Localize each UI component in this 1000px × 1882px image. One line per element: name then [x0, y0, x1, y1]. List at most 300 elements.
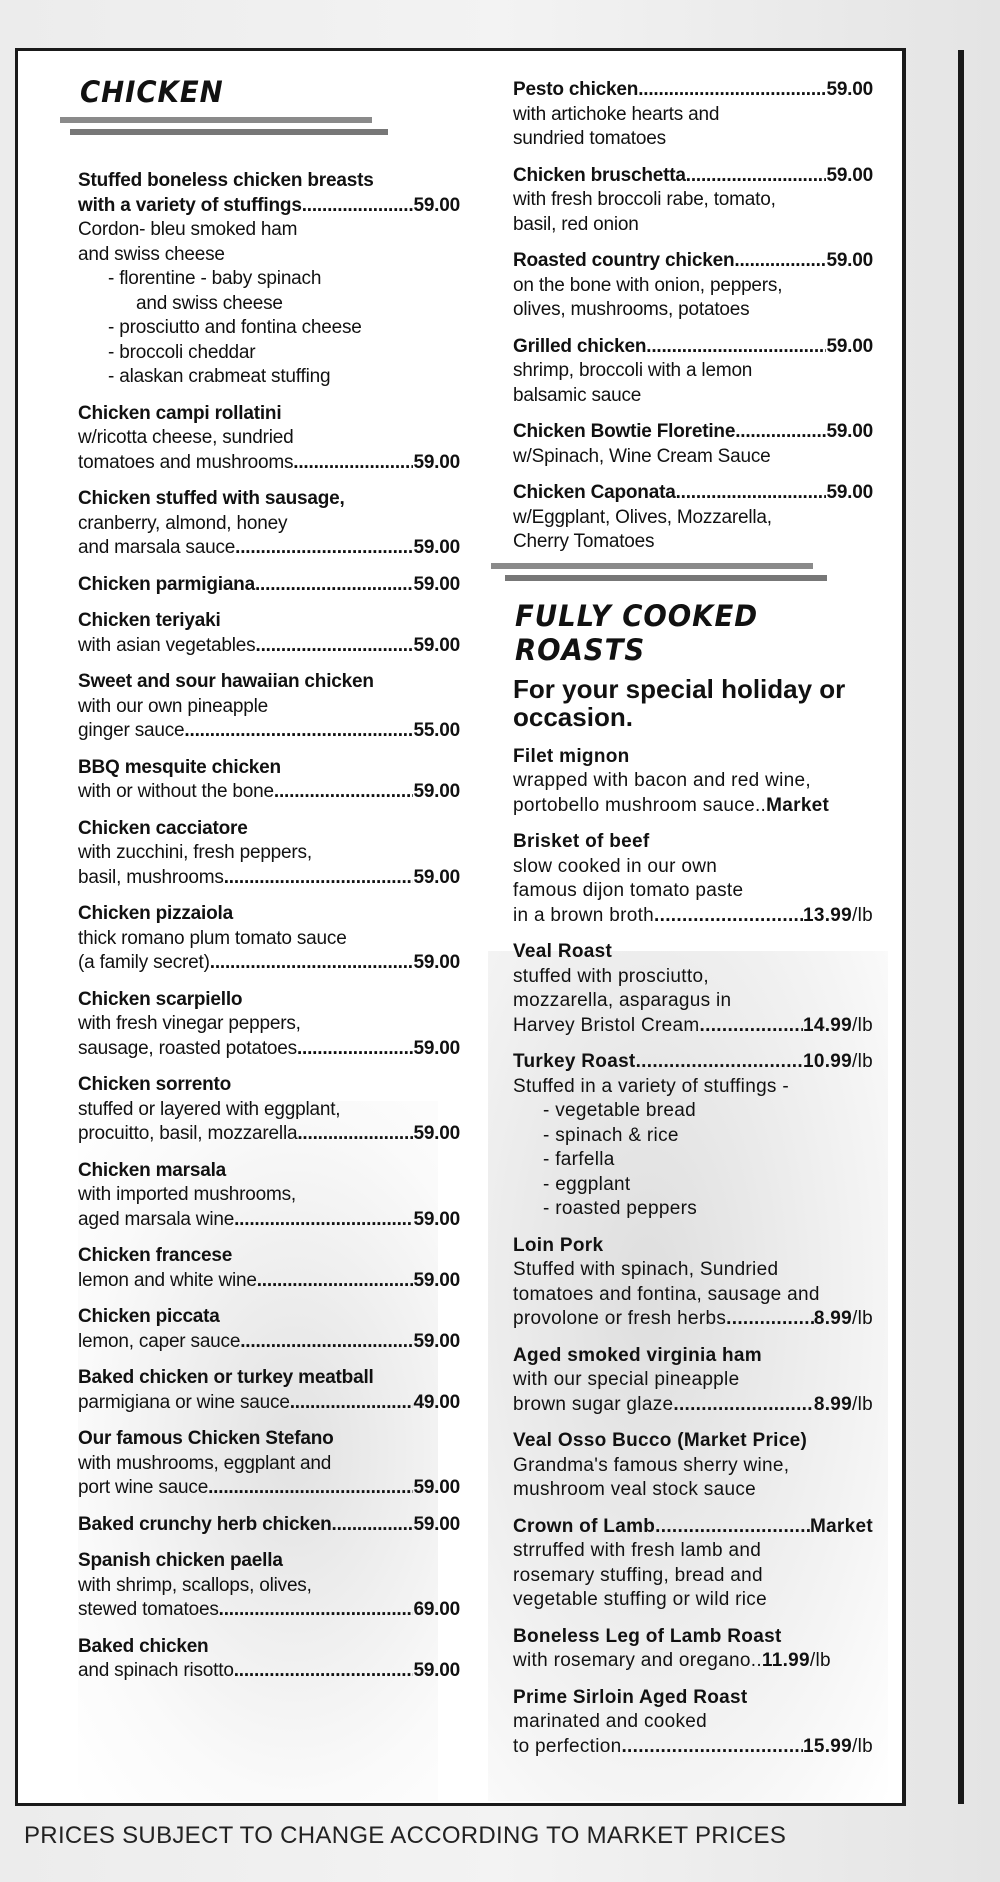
item-description-line	[513, 1099, 873, 1124]
item-description-line	[513, 1014, 873, 1039]
item-price: Market	[766, 794, 830, 816]
dot-leader	[255, 634, 413, 659]
item-text: lemon and white wine	[78, 1269, 257, 1291]
item-name-line	[78, 1159, 460, 1184]
item-name-line	[513, 420, 873, 445]
menu-item	[513, 1344, 873, 1418]
dot-leader	[255, 573, 413, 598]
item-name-line	[78, 670, 460, 695]
item-price: 59.00	[413, 952, 460, 973]
item-description-line	[78, 218, 460, 243]
item-text: Chicken parmigiana	[78, 573, 255, 595]
dot-leader	[726, 1307, 814, 1332]
item-price: 55.00	[413, 720, 460, 741]
item-text: Cherry Tomatoes	[513, 531, 655, 552]
item-description-line	[78, 1598, 460, 1623]
item-price: 59.00	[826, 79, 873, 100]
dot-leader	[700, 1014, 803, 1039]
item-text: to perfection	[513, 1735, 622, 1757]
item-description-line	[513, 965, 873, 990]
item-name-line	[78, 573, 460, 598]
item-text: Chicken scarpiello	[78, 988, 243, 1010]
dot-leader	[274, 780, 414, 805]
item-price: 59.00	[826, 421, 873, 442]
item-text: - roasted peppers	[543, 1198, 698, 1219]
item-description-line	[513, 1173, 873, 1198]
item-text: Veal Roast	[513, 941, 613, 962]
item-text: Aged smoked virginia ham	[513, 1344, 762, 1366]
item-text: Harvey Bristol Cream	[513, 1014, 700, 1036]
item-description-line	[78, 341, 460, 366]
item-text: with mushrooms, eggplant and	[78, 1452, 332, 1474]
item-text: shrimp, broccoli with a lemon	[513, 360, 753, 381]
item-description-line	[78, 866, 460, 891]
price-unit: /lb	[852, 1308, 873, 1329]
item-name-line	[78, 609, 460, 634]
dot-leader	[297, 1122, 413, 1147]
item-description-line	[78, 1659, 460, 1684]
item-price: 59.00	[413, 1037, 460, 1059]
item-name-line	[78, 169, 460, 194]
item-description-line	[78, 695, 460, 720]
item-text: w/ricotta cheese, sundried	[78, 427, 294, 448]
dot-leader	[686, 164, 827, 189]
menu-item	[513, 940, 873, 1038]
item-text: - prosciutto and fontina cheese	[108, 317, 362, 338]
item-price: 59.00	[413, 1477, 460, 1498]
item-text: ginger sauce	[78, 720, 185, 741]
dot-leader	[290, 1391, 414, 1416]
item-price: 8.99	[813, 1393, 853, 1415]
item-description-line	[513, 1197, 873, 1222]
item-description-line	[513, 127, 873, 152]
item-price: 59.00	[413, 1208, 460, 1230]
item-text: stuffed with prosciutto,	[513, 965, 709, 987]
item-text: stewed tomatoes	[78, 1599, 219, 1620]
dot-leader	[676, 481, 827, 506]
item-description-line	[78, 194, 460, 219]
dot-leader	[224, 866, 414, 891]
item-text: Pesto chicken	[513, 79, 639, 100]
item-text: balsamic sauce	[513, 384, 642, 406]
item-text: sausage, roasted potatoes	[78, 1037, 297, 1059]
item-description-line	[78, 927, 460, 952]
item-name-line	[78, 988, 460, 1013]
item-text: - vegetable bread	[543, 1100, 696, 1121]
dot-leader	[673, 1393, 813, 1418]
menu-item	[513, 1686, 873, 1760]
item-name-line	[78, 1244, 460, 1269]
item-text: Chicken sorrento	[78, 1074, 232, 1095]
item-description-line	[78, 512, 460, 537]
price-unit: /lb	[852, 1393, 873, 1415]
item-price: 8.99	[813, 1308, 853, 1329]
footer-note: PRICES SUBJECT TO CHANGE ACCORDING TO MARKET PRICES	[24, 1822, 787, 1849]
dot-leader	[735, 420, 826, 445]
chicken-left-list	[78, 169, 460, 1684]
item-text: Chicken Caponata	[513, 482, 676, 503]
item-text: Veal Osso Bucco (Market Price)	[513, 1430, 808, 1451]
item-description-line	[513, 274, 873, 299]
dot-leader	[219, 1598, 414, 1623]
item-text: Chicken cacciatore	[78, 817, 248, 839]
item-text: w/Eggplant, Olives, Mozzarella,	[513, 506, 772, 528]
item-name-line	[513, 1050, 873, 1075]
item-description-line	[78, 1574, 460, 1599]
menu-item	[78, 988, 460, 1062]
item-text: basil, red onion	[513, 213, 639, 235]
item-name-line	[78, 902, 460, 927]
heading-divider	[78, 117, 460, 147]
menu-item	[78, 609, 460, 658]
dot-leader	[638, 78, 826, 103]
menu-item	[513, 78, 873, 152]
menu-item	[513, 1625, 873, 1674]
item-text: Cordon- bleu smoked ham	[78, 219, 298, 240]
item-text: and spinach risotto	[78, 1660, 234, 1681]
item-text: basil, mushrooms	[78, 866, 224, 888]
item-text: Baked crunchy herb chicken	[78, 1513, 332, 1535]
item-price: 15.99	[802, 1735, 853, 1757]
item-description-line	[513, 1124, 873, 1149]
item-price: 14.99	[802, 1014, 853, 1036]
item-text: with artichoke hearts and	[513, 103, 720, 125]
item-text: and swiss cheese	[136, 292, 283, 314]
dot-leader	[646, 335, 826, 360]
dot-leader	[636, 1050, 803, 1075]
item-text: - alaskan crabmeat stuffing	[108, 366, 331, 387]
item-description-line	[513, 445, 873, 470]
item-description-line	[513, 1368, 873, 1393]
item-text: w/Spinach, Wine Cream Sauce	[513, 445, 771, 467]
item-text: Chicken Bowtie Floretine	[513, 421, 736, 442]
item-description-line	[513, 1649, 873, 1674]
item-text: procuitto, basil, mozzarella	[78, 1123, 298, 1144]
item-name-line	[78, 1305, 460, 1330]
item-description-line	[513, 794, 873, 819]
dot-leader	[184, 719, 413, 744]
dot-leader	[621, 1735, 803, 1760]
item-text: in a brown broth	[513, 904, 655, 926]
item-name-line	[513, 1344, 873, 1369]
item-text: Stuffed in a variety of stuffings -	[513, 1075, 789, 1097]
dot-leader	[234, 1659, 414, 1684]
dot-leader	[240, 1330, 413, 1355]
item-description-line	[78, 841, 460, 866]
menu-item	[78, 1305, 460, 1354]
item-description-line	[513, 213, 873, 238]
item-text: Chicken marsala	[78, 1159, 227, 1181]
item-text: with asian vegetables	[78, 634, 256, 656]
item-text: Our famous Chicken Stefano	[78, 1428, 334, 1449]
item-name-line	[513, 1429, 873, 1454]
item-text: - farfella	[543, 1149, 615, 1170]
dot-leader	[234, 1208, 413, 1233]
item-text: with zucchini, fresh peppers,	[78, 842, 312, 863]
item-description-line	[513, 1478, 873, 1503]
item-price: 59.00	[413, 537, 460, 558]
item-name-line	[78, 1635, 460, 1660]
roasts-heading: FULLY COOKED ROASTS	[515, 598, 759, 667]
item-price: 59.00	[413, 194, 460, 216]
item-description-line	[513, 879, 873, 904]
item-price: 59.00	[413, 866, 460, 888]
item-text: mushroom veal stock sauce	[513, 1479, 756, 1500]
dot-leader	[297, 1037, 414, 1062]
item-description-line	[78, 1183, 460, 1208]
item-description-line	[513, 1148, 873, 1173]
item-name-line	[78, 487, 460, 512]
item-text: stuffed or layered with eggplant,	[78, 1098, 341, 1120]
item-description-line	[513, 530, 873, 555]
item-price: 49.00	[413, 1391, 460, 1413]
item-name-line	[513, 1625, 873, 1650]
item-description-line	[78, 426, 460, 451]
item-name-line	[78, 1427, 460, 1452]
item-text: - eggplant	[543, 1173, 631, 1195]
item-text: Boneless Leg of Lamb Roast	[513, 1625, 782, 1647]
item-text: with our own pineapple	[78, 695, 268, 717]
dot-leader	[302, 194, 414, 219]
item-text: marinated and cooked	[513, 1711, 708, 1732]
item-price: 59.00	[826, 250, 873, 271]
dot-leader	[235, 536, 413, 561]
item-text: parmigiana or wine sauce	[78, 1391, 290, 1413]
item-name-line	[78, 1366, 460, 1391]
item-text: famous dijon tomato paste	[513, 880, 744, 901]
item-text: slow cooked in our own	[513, 855, 718, 877]
menu-item	[78, 573, 460, 598]
item-price: 59.00	[413, 634, 460, 656]
menu-item	[78, 1159, 460, 1233]
price-unit: /lb	[852, 904, 873, 926]
menu-item	[513, 249, 873, 323]
item-text: - florentine - baby spinach	[108, 268, 322, 289]
item-description-line	[78, 1208, 460, 1233]
item-text: cranberry, almond, honey	[78, 512, 288, 534]
item-text: Crown of Lamb	[513, 1515, 656, 1537]
item-text: provolone or fresh herbs	[513, 1308, 727, 1329]
item-name-line	[513, 745, 873, 770]
item-text: Filet mignon	[513, 745, 630, 767]
menu-item	[513, 1050, 873, 1222]
item-description-line	[78, 1330, 460, 1355]
item-name-line	[513, 481, 873, 506]
roasts-tagline: For your special holiday or occasion.	[513, 673, 846, 732]
menu-item	[78, 1366, 460, 1415]
item-text: Chicken piccata	[78, 1306, 220, 1327]
item-text: Brisket of beef	[513, 831, 650, 852]
item-text: Chicken francese	[78, 1245, 233, 1266]
item-description-line	[78, 1391, 460, 1416]
menu-item	[78, 169, 460, 390]
item-text: - spinach & rice	[543, 1124, 679, 1146]
item-text: strruffed with fresh lamb and	[513, 1540, 762, 1561]
item-name-line	[78, 1549, 460, 1574]
item-description-line	[78, 316, 460, 341]
item-text: with fresh broccoli rabe, tomato,	[513, 189, 776, 210]
item-text: aged marsala wine	[78, 1208, 235, 1230]
item-text: thick romano plum tomato sauce	[78, 927, 347, 949]
dot-leader	[208, 1476, 413, 1501]
item-text: Chicken bruschetta	[513, 164, 686, 186]
item-price: 59.00	[826, 335, 873, 357]
item-text: Grandma's famous sherry wine,	[513, 1454, 790, 1476]
price-unit: /lb	[852, 1014, 873, 1036]
item-text: and marsala sauce	[78, 537, 236, 558]
item-description-line	[513, 506, 873, 531]
menu-item	[78, 902, 460, 976]
item-price: 59.00	[413, 1513, 460, 1535]
section-divider	[513, 563, 873, 585]
price-unit: /lb	[809, 1650, 831, 1671]
price-unit: /lb	[852, 1735, 873, 1757]
right-border-line	[958, 50, 964, 1804]
item-text: Loin Pork	[513, 1234, 604, 1256]
item-name-line	[513, 1234, 873, 1259]
item-description-line	[78, 1012, 460, 1037]
item-description-line	[513, 1393, 873, 1418]
item-description-line	[513, 1588, 873, 1613]
dot-leader	[293, 451, 413, 476]
menu-item	[513, 830, 873, 928]
item-name-line	[513, 940, 873, 965]
item-description-line	[513, 1539, 873, 1564]
item-description-line	[78, 267, 460, 292]
item-text: mozzarella, asparagus in	[513, 990, 732, 1011]
item-text: tomatoes and mushrooms	[78, 451, 294, 473]
item-text: with a variety of stuffings	[78, 194, 302, 216]
item-text: vegetable stuffing or wild rice	[513, 1589, 767, 1610]
item-text: portobello mushroom sauce..	[513, 794, 767, 816]
menu-item	[513, 745, 873, 819]
item-description-line	[78, 1098, 460, 1123]
item-name-line	[78, 1513, 460, 1538]
item-price: 69.00	[413, 1599, 460, 1620]
item-name-line	[78, 817, 460, 842]
item-description-line	[78, 951, 460, 976]
menu-item	[78, 1549, 460, 1623]
item-text: wrapped with bacon and red wine,	[513, 770, 811, 791]
menu-item	[513, 420, 873, 469]
item-text: Grilled chicken	[513, 335, 647, 357]
item-description-line	[78, 1122, 460, 1147]
item-text: olives, mushrooms, potatoes	[513, 299, 750, 320]
menu-item	[513, 335, 873, 409]
item-text: Sweet and sour hawaiian chicken	[78, 671, 374, 692]
item-description-line	[513, 384, 873, 409]
item-description-line	[78, 1269, 460, 1294]
item-name-line	[513, 1515, 873, 1540]
item-text: (a family secret)	[78, 952, 210, 973]
item-text: with rosemary and oregano..	[513, 1650, 762, 1671]
item-text: Roasted country chicken	[513, 250, 735, 271]
menu-item	[513, 1234, 873, 1332]
item-text: on the bone with onion, peppers,	[513, 274, 783, 296]
item-text: brown sugar glaze	[513, 1393, 674, 1415]
item-name-line	[513, 830, 873, 855]
item-text: Chicken teriyaki	[78, 610, 221, 631]
item-description-line	[513, 1307, 873, 1332]
dot-leader	[210, 951, 414, 976]
item-price: Market	[809, 1515, 873, 1537]
item-description-line	[78, 292, 460, 317]
menu-item	[78, 817, 460, 891]
item-price: 59.00	[826, 164, 873, 186]
item-text: Chicken stuffed with sausage,	[78, 488, 345, 509]
item-text: sundried tomatoes	[513, 128, 666, 149]
item-name-line	[78, 402, 460, 427]
item-text: lemon, caper sauce	[78, 1330, 241, 1352]
item-description-line	[78, 780, 460, 805]
item-description-line	[513, 1075, 873, 1100]
item-name-line	[78, 756, 460, 781]
menu-item	[78, 756, 460, 805]
dot-leader	[734, 249, 826, 274]
menu-item	[78, 670, 460, 744]
item-text: - broccoli cheddar	[108, 341, 256, 363]
item-text: Chicken campi rollatini	[78, 402, 282, 424]
item-description-line	[513, 1735, 873, 1760]
item-text: BBQ mesquite chicken	[78, 756, 281, 778]
item-text: with or without the bone	[78, 781, 274, 802]
item-description-line	[513, 1258, 873, 1283]
item-name-line	[513, 164, 873, 189]
item-text: with imported mushrooms,	[78, 1184, 296, 1205]
item-text: with our special pineapple	[513, 1369, 740, 1390]
item-description-line	[513, 359, 873, 384]
item-description-line	[513, 188, 873, 213]
item-description-line	[78, 634, 460, 659]
item-text: Chicken pizzaiola	[78, 903, 233, 924]
item-name-line	[513, 335, 873, 360]
item-description-line	[78, 719, 460, 744]
item-price: 59.00	[413, 1330, 460, 1352]
item-name-line	[513, 249, 873, 274]
item-text: port wine sauce	[78, 1477, 209, 1498]
item-text: Stuffed with spinach, Sundried	[513, 1259, 779, 1280]
item-name-line	[513, 1686, 873, 1711]
menu-item	[78, 1427, 460, 1501]
item-text: and swiss cheese	[78, 243, 225, 265]
item-text: with fresh vinegar peppers,	[78, 1013, 301, 1034]
item-description-line	[513, 904, 873, 929]
dot-leader	[332, 1513, 414, 1538]
item-price: 59.00	[826, 482, 873, 503]
item-description-line	[513, 855, 873, 880]
menu-item	[78, 1244, 460, 1293]
menu-item	[78, 402, 460, 476]
item-description-line	[78, 451, 460, 476]
right-column	[513, 78, 873, 1771]
menu-item	[78, 1073, 460, 1147]
menu-item	[513, 1515, 873, 1613]
item-price: 59.00	[413, 1269, 460, 1291]
item-price: 59.00	[413, 1123, 460, 1144]
item-text: rosemary stuffing, bread and	[513, 1564, 763, 1586]
chicken-left-column	[78, 75, 460, 1696]
dot-leader	[654, 904, 803, 929]
menu-item	[78, 1635, 460, 1684]
chicken-right-list	[513, 78, 873, 555]
item-description-line	[513, 1564, 873, 1589]
price-unit: /lb	[852, 1051, 873, 1072]
menu-item	[78, 487, 460, 561]
item-price: 59.00	[413, 1660, 460, 1681]
item-name-line	[78, 1073, 460, 1098]
item-price: 59.00	[413, 573, 460, 595]
item-text: Turkey Roast	[513, 1051, 636, 1072]
